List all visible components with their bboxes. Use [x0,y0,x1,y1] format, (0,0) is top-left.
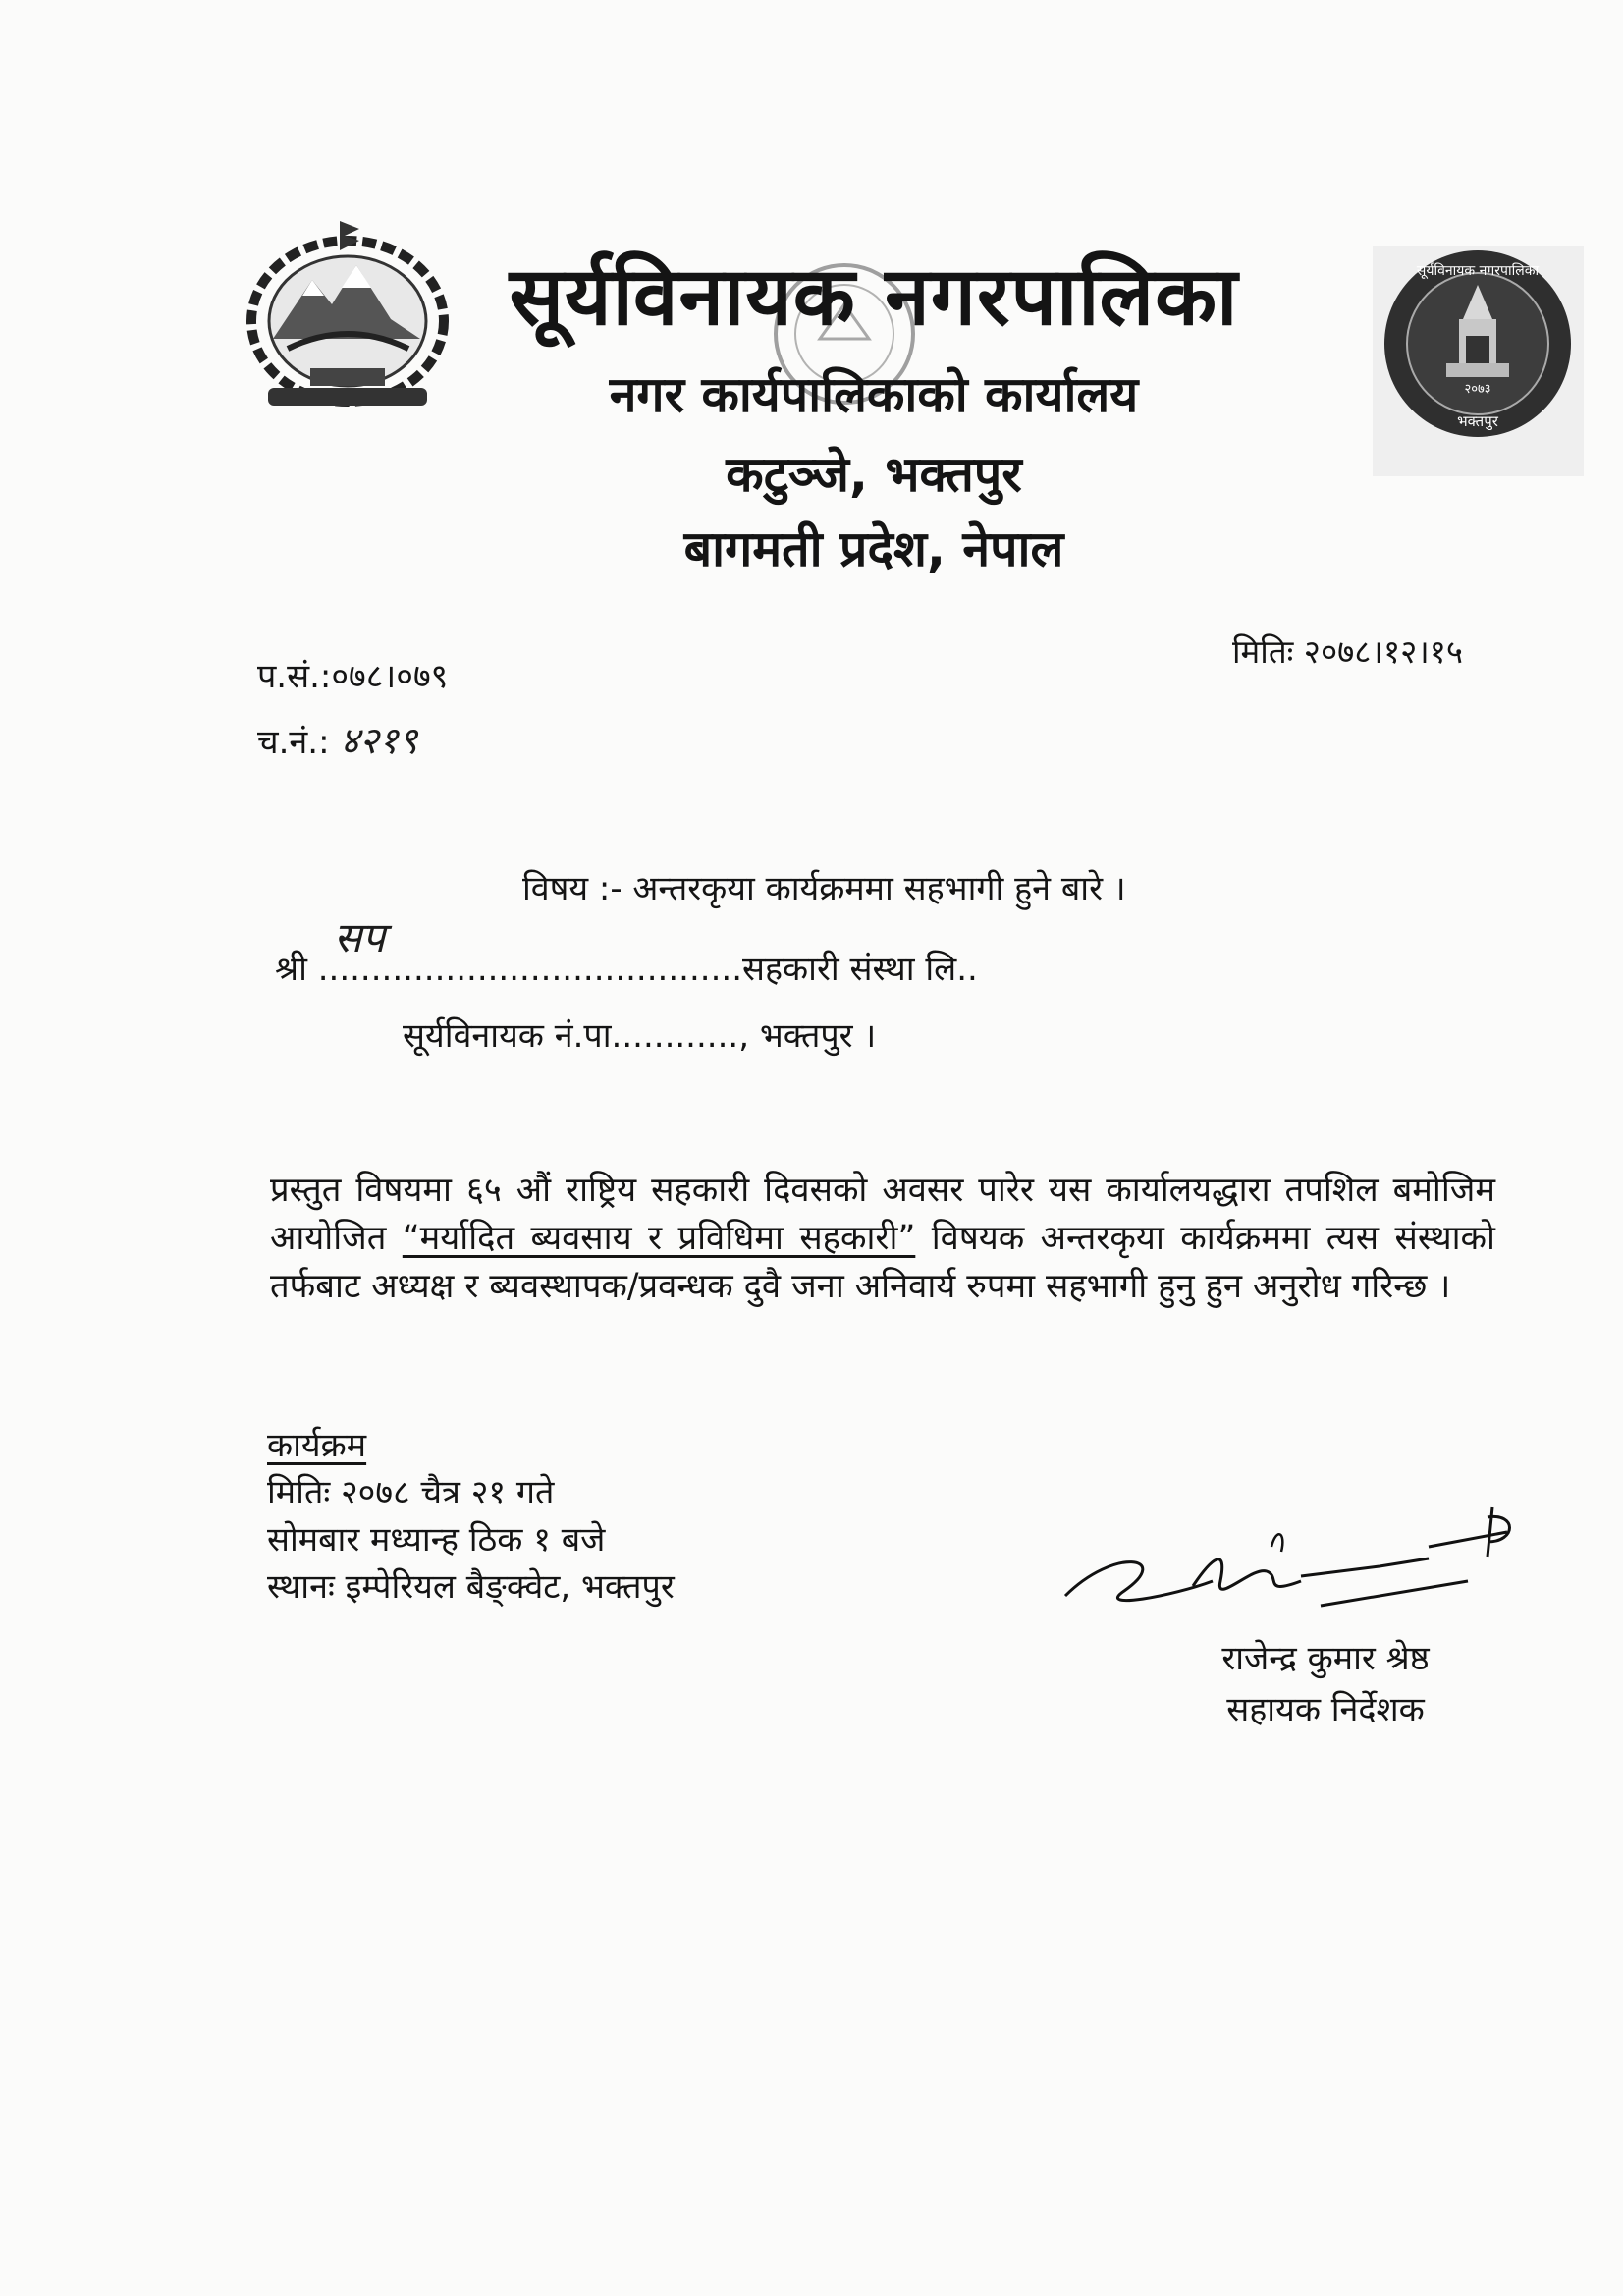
province-country: बागमती प्रदेश, नेपाल [683,520,1064,577]
letter-reference-number: प.सं.:०७८।०७९ [257,657,449,696]
program-details [267,1422,675,1611]
signatory-name: राजेन्द्र कुमार श्रेष्ठ [1221,1639,1430,1678]
municipality-name: सूर्यविनायक नगरपालिका [509,250,1239,344]
dispatch-number [257,714,417,765]
addressee-line [275,945,978,990]
letter-body [270,1167,1495,1311]
signatory-title: सहायक निर्देशक [1226,1690,1425,1729]
program-theme: “मर्यादित ब्यवसाय र प्रविधिमा सहकारी” [402,1219,916,1258]
addressee-handwritten-name: सप [334,913,386,961]
program-heading: कार्यक्रम [267,1426,367,1465]
addressee-address: सूर्यविनायक नं.पा............, भक्तपुर । [403,1016,877,1056]
signatory-block [1159,1633,1492,1735]
dispatch-number-handwritten: ४२१९ [340,719,418,762]
letter-date: मितिः २०७८।१२।१५ [1232,632,1464,671]
office-location: कटुञ्जे, भक्तपुर [726,446,1022,503]
dispatch-number-label: च.नं.: [257,723,330,762]
office-name: नगर कार्यपालिकाको कार्यालय [609,366,1139,423]
addressee-blank: ........................................ [317,950,743,989]
program-date: मितिः २०७८ चैत्र २१ गते [267,1473,555,1512]
addressee-prefix: श्री [275,950,307,989]
program-venue: स्थानः इम्पेरियल बैङ्क्वेट, भक्तपुर [267,1567,675,1607]
logo-year: २०७३ [1464,382,1491,397]
body-text-part1: प्रस्तुत विषयमा ६५ औं राष्ट्रिय सहकारी दिवसको अवसर पारेर यस कार्यालयद्धारा तपशिल बमोजिम आयोजित [270,1171,1495,1258]
logo-arc-text: सूर्यविनायक नगरपालिका [1416,263,1540,279]
program-time: सोमबार मध्यान्ह ठिक १ बजे [267,1520,606,1559]
letter-subject: विषय :- अन्तरकृया कार्यक्रममा सहभागी हुने बारे । [522,869,1126,908]
logo-place: भक्तपुर [1457,412,1498,430]
municipality-logo [1373,246,1584,476]
addressee-organization: सहकारी संस्था लि.. [742,950,978,989]
body-text-part2: विषयक अन्तरकृया कार्यक्रममा त्यस संस्थाको तर्फबाट अध्यक्ष र ब्यवस्थापक/प्रवन्धक दुवै जना अनिवार्य रुपमा सहभागी हुनु हुन अनुरोध गरिन्छ । [270,1219,1495,1306]
